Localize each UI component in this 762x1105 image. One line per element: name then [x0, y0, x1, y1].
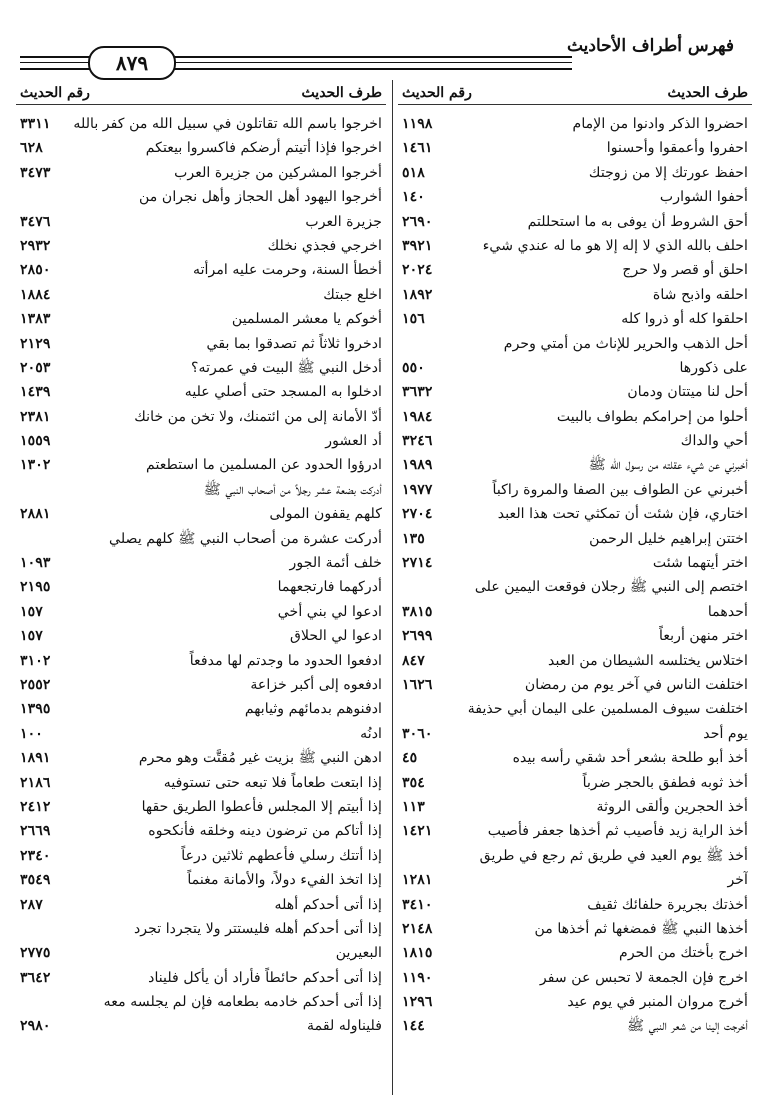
hadith-number [20, 990, 60, 1014]
index-entry [16, 722, 386, 746]
index-entry [398, 600, 752, 624]
index-entry [398, 453, 752, 477]
index-entry [16, 990, 386, 1014]
hadith-incipit: ادخروا ثلاثاً ثم تصدقوا بما بقي [206, 335, 382, 352]
hadith-incipit: يوم أحد [703, 725, 748, 742]
hadith-incipit: أخرج مروان المنبر في يوم عيد [567, 994, 748, 1011]
hadith-number: ٢٦٩٠ [402, 213, 433, 230]
hadith-number: ٢٧١٤ [402, 555, 433, 572]
hadith-incipit: اختلاس يختلسه الشيطان من العبد [548, 652, 748, 669]
index-entry [398, 917, 752, 941]
index-entry [398, 405, 752, 429]
index-entry [16, 868, 386, 892]
hadith-number: ١٤٦١ [402, 140, 433, 157]
hadith-incipit: آخر [727, 872, 748, 889]
hadith-number: ٥١٨ [402, 164, 425, 181]
index-entry [16, 332, 386, 356]
index-entry [398, 673, 752, 697]
hadith-number: ٣٦٣٢ [402, 384, 433, 401]
hadith-number: ١٤٣٩ [20, 384, 51, 401]
hadith-incipit: اختلفت سيوف المسلمين على اليمان أبي حذيفة [467, 701, 748, 718]
index-entry [398, 795, 752, 819]
hadith-number: ٣٨١٥ [402, 603, 433, 620]
index-entry [16, 112, 386, 136]
hadith-incipit: احلقوا كله أو ذروا كله [621, 311, 748, 328]
page-number: ٨٧٩ [88, 46, 176, 80]
hadith-incipit: أخذتك بجريرة حلفائك ثقيف [587, 896, 748, 913]
hadith-incipit: أدركهما فارتجعهما [277, 579, 382, 596]
hadith-incipit: جزيرة العرب [305, 213, 382, 230]
hadith-number: ٢٦٦٩ [20, 823, 51, 840]
index-entry [16, 795, 386, 819]
index-entry [16, 502, 386, 526]
index-entry [16, 624, 386, 648]
index-entry [398, 697, 752, 721]
header-rule [20, 68, 80, 70]
column-header [398, 82, 752, 104]
hadith-incipit: أحل لنا ميتتان ودمان [627, 384, 748, 401]
hadith-incipit: إذا اتخذ الفيء دولاً، والأمانة مغنماً [187, 872, 382, 889]
index-entry [16, 527, 386, 551]
hadith-incipit: احفروا وأعمقوا وأحسنوا [606, 140, 748, 157]
index-entry [398, 624, 752, 648]
index-entry [398, 649, 752, 673]
hadith-incipit: أخوكم يا معشر المسلمين [231, 311, 382, 328]
hadith-number: ١٣٩٥ [20, 701, 51, 718]
hadith-incipit: اخرجوا فإذا أتيتم أرضكم فاكسروا بيعتكم [145, 140, 382, 157]
hadith-incipit: ادرؤوا الحدود عن المسلمين ما استطعتم [146, 457, 382, 474]
index-entry [16, 746, 386, 770]
hadith-number: ٢١٢٩ [20, 335, 51, 352]
hadith-number: ٢٧٠٤ [402, 506, 433, 523]
hadith-number: ٢٩٨٠ [20, 1018, 51, 1035]
hadith-number: ١٨٩٢ [402, 286, 433, 303]
index-entry [16, 283, 386, 307]
column-divider [392, 80, 393, 1095]
index-entry [16, 941, 386, 965]
hadith-number: ١٩٧٧ [402, 481, 433, 498]
index-entry [16, 258, 386, 282]
hadith-number: ٢٤١٢ [20, 798, 51, 815]
hadith-incipit: إذا أبيتم إلا المجلس فأعطوا الطريق حقها [141, 798, 382, 815]
hadith-number [402, 575, 442, 599]
index-entry [16, 161, 386, 185]
hadith-incipit: أخطأ السنة، وحرمت عليه امرأته [193, 262, 382, 279]
hadith-incipit: اختتن إبراهيم خليل الرحمن [589, 530, 748, 547]
hadith-incipit: اخلع جبتك [323, 286, 382, 303]
hadith-number: ٢٨٥٠ [20, 262, 51, 279]
hadith-incipit: ادعوا لي بني أخي [277, 603, 382, 620]
hadith-incipit: أخذ ﷺ يوم العيد في طريق ثم رجع في طريق [479, 847, 748, 864]
index-entry [16, 478, 386, 502]
index-entry [398, 429, 752, 453]
column-header [16, 82, 386, 104]
hadith-number: ١٣٨٣ [20, 311, 51, 328]
page-title: فهرس أطراف الأحاديث [566, 36, 734, 56]
index-entry [16, 136, 386, 160]
hadith-incipit: أخذها النبي ﷺ فمضغها ثم أخذها من [534, 920, 748, 937]
hadith-number: ٢٨٧ [20, 896, 43, 913]
hadith-number: ١٤٤ [402, 1018, 425, 1035]
column-header-text: طرف الحديث [301, 85, 382, 101]
header-rule [20, 56, 80, 58]
index-entry [398, 990, 752, 1014]
hadith-incipit: أحي والداك [680, 433, 748, 450]
hadith-number: ١٥٧ [20, 628, 43, 645]
hadith-number: ١٥٥٩ [20, 433, 51, 450]
index-entry [16, 185, 386, 209]
hadith-number: ١٢٨١ [402, 872, 433, 889]
hadith-incipit: أخذ الراية زيد فأصيب ثم أخذها جعفر فأصيب [487, 823, 748, 840]
index-entry [398, 575, 752, 599]
index-entry [16, 966, 386, 990]
index-entry [398, 527, 752, 551]
index-entry [16, 453, 386, 477]
hadith-incipit: أخبرني عن الطواف بين الصفا والمروة راكباً [492, 481, 748, 498]
hadith-incipit: إذا أتى أحدكم أهله فليستتر ولا يتجردا تجرد [133, 920, 382, 937]
hadith-number: ١١٣ [402, 798, 425, 815]
index-entry [398, 722, 752, 746]
index-entry [16, 551, 386, 575]
hadith-incipit: اختصم إلى النبي ﷺ رجلان فوقعت اليمين على [474, 579, 748, 596]
hadith-incipit: اختلفت الناس في آخر يوم من رمضان [524, 676, 748, 693]
hadith-number: ٢٣٨١ [20, 408, 51, 425]
hadith-number [402, 697, 442, 721]
hadith-incipit: إذا أتى أحدكم حائطاً فأراد أن يأكل فليناد [148, 969, 382, 986]
hadith-incipit: أدّ الأمانة إلى من ائتمنك، ولا تخن من خانك [134, 408, 382, 425]
hadith-incipit: ادخلوا به المسجد حتى أصلي عليه [184, 384, 382, 401]
hadith-number: ١٠٩٣ [20, 555, 51, 572]
hadith-incipit: على ذكورها [679, 359, 748, 376]
hadith-incipit: إذا أتى أحدكم خادمه بطعامه فإن لم يجلسه معه [103, 994, 382, 1011]
column-header-text: طرف الحديث [667, 85, 748, 101]
hadith-incipit: فليناوله لقمة [307, 1018, 382, 1035]
index-entry [16, 917, 386, 941]
index-entry [16, 234, 386, 258]
hadith-incipit: احلف بالله الذي لا إله إلا هو ما له عندي شيء [482, 237, 748, 254]
index-entry [398, 136, 752, 160]
hadith-incipit: اخرج بأختك من الحرم [619, 945, 748, 962]
index-entry [398, 893, 752, 917]
hadith-number [402, 844, 442, 868]
hadith-incipit: خلف أئمة الجور [289, 555, 382, 572]
hadith-incipit: أحفوا الشوارب [659, 189, 748, 206]
hadith-number: ٣٥٤٩ [20, 872, 51, 889]
left-column [16, 82, 386, 1039]
hadith-number: ٣٤٧٣ [20, 164, 51, 181]
header-rule [20, 62, 80, 63]
index-entry [398, 502, 752, 526]
hadith-incipit: احضروا الذكر وادنوا من الإمام [572, 116, 748, 132]
hadith-number: ١٩٨٩ [402, 457, 433, 474]
hadith-incipit: أخرجت إلينا من شعر النبي ﷺ [626, 1018, 748, 1035]
hadith-number: ٢٥٥٢ [20, 676, 51, 693]
hadith-number: ٢٠٢٤ [402, 262, 433, 279]
column-header-number: رقم الحديث [402, 85, 472, 101]
hadith-incipit: أخذ ثوبه فطفق بالحجر ضرباً [582, 774, 748, 791]
hadith-number: ٢٨٨١ [20, 506, 51, 523]
hadith-incipit: اخرج فإن الجمعة لا تحبس عن سفر [539, 969, 748, 986]
hadith-incipit: ادهن النبي ﷺ بزيت غير مُقتَّت وهو محرم [138, 750, 382, 767]
hadith-incipit: احفظ عورتك إلا من زوجتك [588, 164, 748, 181]
index-entry [16, 429, 386, 453]
index-entry [398, 844, 752, 868]
column-header-rule [16, 104, 386, 105]
hadith-incipit: احلقه واذبح شاة [652, 286, 748, 303]
hadith-number: ١٤٢١ [402, 823, 433, 840]
index-entry [16, 893, 386, 917]
right-column [398, 82, 752, 1039]
hadith-number: ٨٤٧ [402, 652, 425, 669]
hadith-number: ١٨٨٤ [20, 286, 51, 303]
hadith-number: ٢٦٩٩ [402, 628, 433, 645]
index-entry [16, 380, 386, 404]
hadith-incipit: أحلوا من إحرامكم بطواف بالبيت [556, 408, 748, 425]
hadith-number: ٣١٠٢ [20, 652, 51, 669]
hadith-number: ١٦٢٦ [402, 676, 433, 693]
hadith-number: ١٢٩٦ [402, 994, 433, 1011]
index-entry [398, 161, 752, 185]
index-entry [16, 673, 386, 697]
hadith-incipit: أحدهما [707, 603, 748, 620]
hadith-incipit: ادفنوهم بدمائهم وثيابهم [244, 701, 382, 718]
index-entry [398, 356, 752, 380]
index-entry [398, 478, 752, 502]
index-entry [16, 771, 386, 795]
hadith-incipit: كلهم يقفون المولى [269, 506, 382, 523]
index-entry [16, 844, 386, 868]
hadith-incipit: اختر منهن أربعاً [659, 628, 748, 645]
column-header-rule [398, 104, 752, 105]
hadith-incipit: أخذ الحجرين وألقى الروثة [596, 798, 748, 815]
hadith-list [16, 112, 386, 1039]
hadith-number: ١٥٧ [20, 603, 43, 620]
hadith-number: ١٨٩١ [20, 750, 51, 767]
page-header [0, 0, 762, 80]
hadith-number: ٢٧٧٥ [20, 945, 51, 962]
index-entry [16, 819, 386, 843]
index-entry [16, 307, 386, 331]
hadith-incipit: إذا أتاكم من ترضون دينه وخلقه فأنكحوه [148, 823, 382, 840]
hadith-number: ١٥٦ [402, 311, 425, 328]
hadith-number: ٤٥ [402, 750, 418, 767]
index-entry [398, 746, 752, 770]
hadith-incipit: احلق أو قصر ولا حرج [622, 262, 748, 279]
hadith-number: ٣٦٤٢ [20, 969, 51, 986]
hadith-incipit: إذا أتى أحدكم أهله [274, 896, 382, 913]
hadith-number: ١١٩٠ [402, 969, 433, 986]
index-entry [398, 258, 752, 282]
hadith-number [402, 332, 442, 356]
hadith-number: ١٨١٥ [402, 945, 433, 962]
index-entry [16, 600, 386, 624]
index-entry [398, 868, 752, 892]
hadith-list [398, 112, 752, 1039]
hadith-incipit: اخرجوا باسم الله تقاتلون في سبيل الله من كفر بالله [73, 116, 382, 132]
hadith-incipit: البعيرين [335, 945, 382, 962]
index-entry [398, 332, 752, 356]
hadith-incipit: أدركت بضعة عشر رجلاً من أصحاب النبي ﷺ [203, 481, 382, 498]
hadith-number: ٢١٨٦ [20, 774, 51, 791]
hadith-number: ١١٩٨ [402, 116, 433, 132]
hadith-number [20, 527, 60, 551]
hadith-incipit: اخرجي فجذي نخلك [267, 237, 382, 254]
hadith-incipit: ادنُه [360, 725, 382, 742]
index-entry [398, 551, 752, 575]
index-entry [398, 185, 752, 209]
hadith-number: ١٠٠ [20, 725, 43, 742]
hadith-incipit: أخرجوا المشركين من جزيرة العرب [174, 164, 382, 181]
column-header-number: رقم الحديث [20, 85, 90, 101]
hadith-number [20, 917, 60, 941]
index-entry [16, 649, 386, 673]
index-entry [16, 697, 386, 721]
index-entry [16, 1014, 386, 1038]
hadith-number: ٣٩٢١ [402, 237, 433, 254]
hadith-incipit: أخذ أبو طلحة بشعر أحد شقي رأسه بيده [512, 750, 748, 767]
index-entry [398, 771, 752, 795]
index-entry [398, 966, 752, 990]
hadith-incipit: ادفعوا الحدود ما وجدتم لها مدفعاً [189, 652, 382, 669]
index-entry [398, 1014, 752, 1038]
hadith-incipit: اختاري، فإن شئت أن تمكثي تحت هذا العبد [497, 506, 748, 523]
hadith-incipit: أدركت عشرة من أصحاب النبي ﷺ كلهم يصلي [109, 530, 382, 547]
index-entry [398, 941, 752, 965]
hadith-incipit: إذا أتتك رسلي فأعطهم ثلاثين درعاً [181, 847, 382, 864]
hadith-number: ٣٤٧٦ [20, 213, 51, 230]
hadith-number: ٣٠٦٠ [402, 725, 433, 742]
index-entry [398, 819, 752, 843]
index-entry [16, 356, 386, 380]
hadith-number: ١٣٥ [402, 530, 425, 547]
hadith-number: ٦٢٨ [20, 140, 43, 157]
hadith-number: ٣٥٤ [402, 774, 425, 791]
hadith-incipit: أحل الذهب والحرير للإناث من أمتي وحرم [503, 335, 748, 352]
hadith-incipit: ادفعوه إلى أكبر خزاعة [250, 676, 382, 693]
index-entry [16, 210, 386, 234]
index-entry [16, 575, 386, 599]
hadith-number: ٣٤١٠ [402, 896, 433, 913]
hadith-number: ٢٣٤٠ [20, 847, 51, 864]
index-entry [398, 380, 752, 404]
hadith-number: ٢٩٣٢ [20, 237, 51, 254]
hadith-incipit: أخرجوا اليهود أهل الحجاز وأهل نجران من [138, 189, 382, 206]
hadith-number: ١٤٠ [402, 189, 425, 206]
index-entry [398, 112, 752, 136]
hadith-number: ١٣٠٢ [20, 457, 51, 474]
hadith-number: ١٩٨٤ [402, 408, 433, 425]
hadith-incipit: أخبرني عن شيء عقلته من رسول الله ﷺ [588, 457, 748, 474]
hadith-incipit: ادعوا لي الحلاق [289, 628, 382, 645]
hadith-incipit: أد العشور [325, 433, 382, 450]
index-entry [398, 283, 752, 307]
hadith-number [20, 478, 60, 502]
index-entry [398, 210, 752, 234]
hadith-number: ٣٣١١ [20, 116, 51, 132]
hadith-number [20, 185, 60, 209]
hadith-number: ٢١٩٥ [20, 579, 51, 596]
hadith-incipit: أدخل النبي ﷺ البيت في عمرته؟ [190, 359, 382, 376]
hadith-number: ٥٥٠ [402, 359, 425, 376]
index-entry [398, 307, 752, 331]
hadith-incipit: إذا ابتعت طعاماً فلا تبعه حتى تستوفيه [163, 774, 382, 791]
index-entry [398, 234, 752, 258]
hadith-number: ٢٠٥٣ [20, 359, 51, 376]
hadith-incipit: أحق الشروط أن يوفى به ما استحللتم [527, 213, 748, 230]
index-entry [16, 405, 386, 429]
hadith-incipit: اختر أيتهما شئت [652, 555, 748, 572]
hadith-number: ٣٢٤٦ [402, 433, 433, 450]
hadith-number: ٢١٤٨ [402, 920, 433, 937]
